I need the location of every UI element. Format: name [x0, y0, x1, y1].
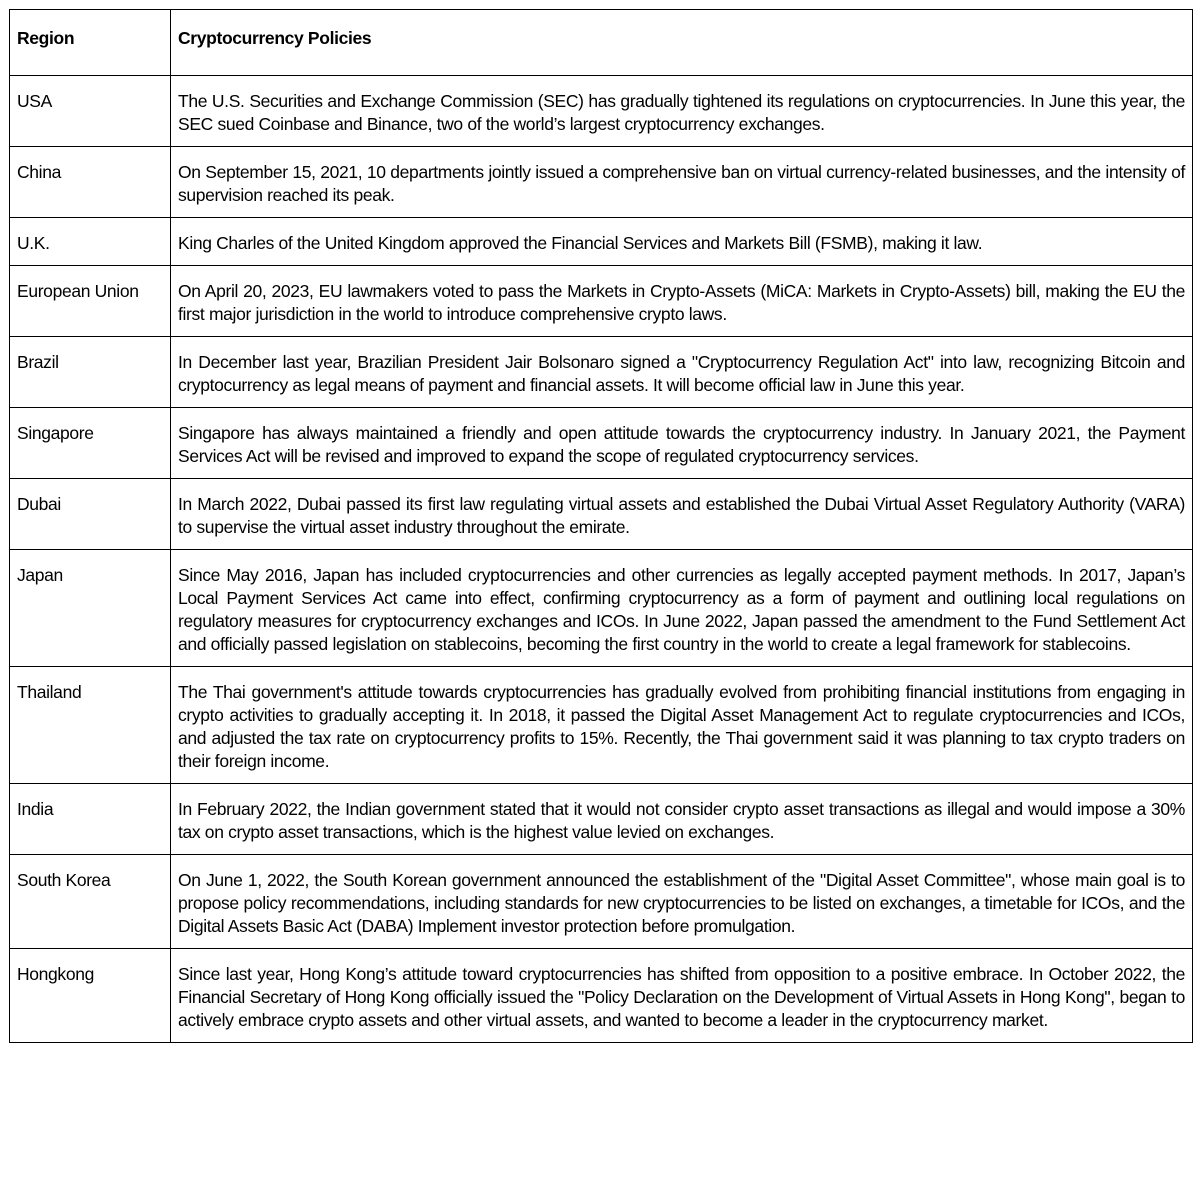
- region-cell: China: [10, 147, 171, 218]
- table-row: [10, 76, 1193, 147]
- region-cell: Japan: [10, 550, 171, 667]
- table-row: [10, 949, 1193, 1043]
- crypto-policy-table: [9, 9, 1193, 1043]
- table-row: [10, 784, 1193, 855]
- policy-cell: In February 2022, the Indian government stated that it would not consider crypto asset transactions as illegal and would impose a 30% tax on crypto asset transactions, which is the highest value levied on exchanges.: [171, 784, 1193, 855]
- table-row: [10, 266, 1193, 337]
- policy-cell: On April 20, 2023, EU lawmakers voted to pass the Markets in Crypto-Assets (MiCA: Markets in Crypto-Assets) bill, making the EU the first major jurisdiction in the world to introduce comprehensive crypto laws.: [171, 266, 1193, 337]
- region-cell: South Korea: [10, 855, 171, 949]
- policy-table-container: [9, 9, 1192, 1043]
- policy-cell: The Thai government's attitude towards cryptocurrencies has gradually evolved from prohibiting financial institutions from engaging in crypto activities to gradually accepting it. In 2018, it passed the Digital Asset Management Act to regulate cryptocurrencies and ICOs, and adjusted the tax rate on cryptocurrency profits to 15%. Recently, the Thai government said it was planning to tax crypto traders on their foreign income.: [171, 667, 1193, 784]
- region-cell: Singapore: [10, 408, 171, 479]
- region-cell: Thailand: [10, 667, 171, 784]
- region-cell: India: [10, 784, 171, 855]
- table-row: [10, 337, 1193, 408]
- region-cell: U.K.: [10, 218, 171, 266]
- table-row: [10, 408, 1193, 479]
- table-row: [10, 479, 1193, 550]
- policy-cell: Singapore has always maintained a friendly and open attitude towards the cryptocurrency industry. In January 2021, the Payment Services Act will be revised and improved to expand the scope of regulated cryptocurrency services.: [171, 408, 1193, 479]
- region-cell: Dubai: [10, 479, 171, 550]
- policy-cell: On September 15, 2021, 10 departments jointly issued a comprehensive ban on virtual currency-related businesses, and the intensity of supervision reached its peak.: [171, 147, 1193, 218]
- column-header-policies: Cryptocurrency Policies: [171, 10, 1193, 76]
- table-row: [10, 218, 1193, 266]
- column-header-region: Region: [10, 10, 171, 76]
- table-row: [10, 550, 1193, 667]
- region-cell: Hongkong: [10, 949, 171, 1043]
- policy-cell: In December last year, Brazilian President Jair Bolsonaro signed a "Cryptocurrency Regulation Act" into law, recognizing Bitcoin and cryptocurrency as legal means of payment and financial assets. It will become official law in June this year.: [171, 337, 1193, 408]
- table-row: [10, 855, 1193, 949]
- policy-cell: Since May 2016, Japan has included cryptocurrencies and other currencies as legally accepted payment methods. In 2017, Japan’s Local Payment Services Act came into effect, confirming cryptocurrency as a form of payment and outlining local regulations on regulatory measures for cryptocurrency exchanges and ICOs. In June 2022, Japan passed the amendment to the Fund Settlement Act and officially passed legislation on stablecoins, becoming the first country in the world to create a legal framework for stablecoins.: [171, 550, 1193, 667]
- policy-cell: King Charles of the United Kingdom approved the Financial Services and Markets Bill (FSMB), making it law.: [171, 218, 1193, 266]
- region-cell: USA: [10, 76, 171, 147]
- policy-cell: The U.S. Securities and Exchange Commission (SEC) has gradually tightened its regulations on cryptocurrencies. In June this year, the SEC sued Coinbase and Binance, two of the world’s largest cryptocurrency exchanges.: [171, 76, 1193, 147]
- table-row: [10, 147, 1193, 218]
- region-cell: European Union: [10, 266, 171, 337]
- table-header-row: [10, 10, 1193, 76]
- policy-cell: In March 2022, Dubai passed its first law regulating virtual assets and established the Dubai Virtual Asset Regulatory Authority (VARA) to supervise the virtual asset industry throughout the emirate.: [171, 479, 1193, 550]
- region-cell: Brazil: [10, 337, 171, 408]
- policy-cell: On June 1, 2022, the South Korean government announced the establishment of the "Digital Asset Committee", whose main goal is to propose policy recommendations, including standards for new cryptocurrencies to be listed on exchanges, a timetable for ICOs, and the Digital Assets Basic Act (DABA) Implement investor protection before promulgation.: [171, 855, 1193, 949]
- policy-cell: Since last year, Hong Kong’s attitude toward cryptocurrencies has shifted from opposition to a positive embrace. In October 2022, the Financial Secretary of Hong Kong officially issued the "Policy Declaration on the Development of Virtual Assets in Hong Kong", began to actively embrace crypto assets and other virtual assets, and wanted to become a leader in the cryptocurrency market.: [171, 949, 1193, 1043]
- table-row: [10, 667, 1193, 784]
